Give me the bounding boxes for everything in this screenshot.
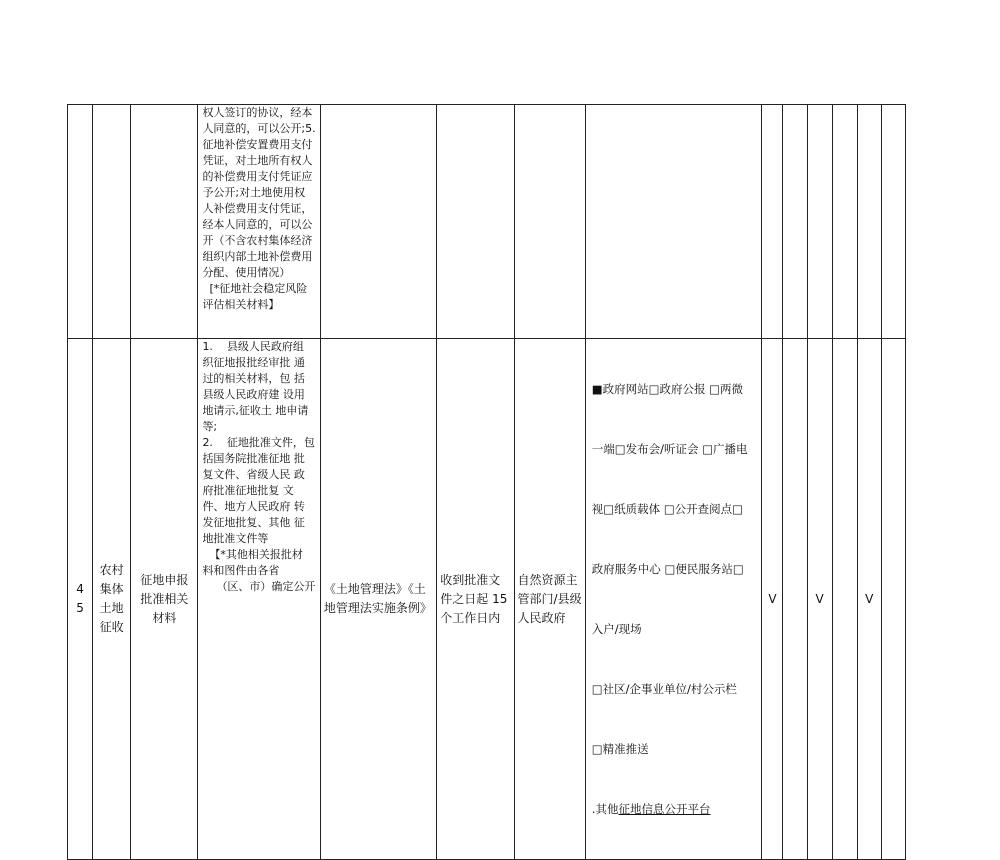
seq-cell: 4 5 bbox=[68, 339, 93, 860]
check-cell bbox=[807, 105, 832, 339]
check-cell bbox=[857, 105, 881, 339]
channel-line: □社区/企事业单位/村公示栏 bbox=[591, 682, 737, 696]
check-cell: V bbox=[762, 339, 783, 860]
channel-line: 政府服务中心 □便民服务站□ bbox=[591, 562, 744, 576]
check-cell bbox=[762, 105, 783, 339]
check-cell bbox=[832, 339, 857, 860]
content-cell: 权人签订的协议，经本人同意的，可以公开;5.征地补偿安置费用支付凭证，对土地所有权人的补偿费用支付凭证应予公开;对土地使用权人补偿费用支付凭证，经本人同意的，可以公开（不含农村集体经济组织内部土地补偿费用分配、使用情况） [*征地社会稳定风险评估相关材料】 bbox=[198, 105, 320, 339]
check-cell: V bbox=[857, 339, 881, 860]
disclosure-table bbox=[67, 104, 906, 860]
channels-cell bbox=[585, 339, 762, 860]
subject-cell: 自然资源主管部门/县级人民政府 bbox=[514, 339, 585, 860]
time-limit-cell: 收到批准文件之日起 15 个工作日内 bbox=[437, 339, 514, 860]
check-cell bbox=[881, 105, 905, 339]
item-cell bbox=[131, 105, 198, 339]
channel-line: 入户/现场 bbox=[591, 622, 642, 636]
basis-cell bbox=[320, 105, 436, 339]
table-row bbox=[68, 105, 906, 339]
time-limit-cell bbox=[437, 105, 514, 339]
check-cell bbox=[783, 105, 807, 339]
item-cell: 征地申报 批准相关 材料 bbox=[131, 339, 198, 860]
check-cell bbox=[783, 339, 807, 860]
channels-cell bbox=[585, 105, 762, 339]
channel-other-line bbox=[592, 799, 756, 819]
subject-cell bbox=[514, 105, 585, 339]
channel-line: ■政府网站□政府公报 □两微 bbox=[591, 382, 744, 396]
channel-line: 一端□发布会/听证会 □广播电 bbox=[591, 442, 748, 456]
channel-other-platform: 征地信息公开平台 bbox=[618, 802, 711, 816]
content-cell: 1. 县级人民政府组 织征地报批经审批 通过的相关材料，包 括县级人民政府建 设用地请示,征收土 地申请等; 2. 征地批准文件，包 括国务院批准征地 批复文件、省级人民 政府批准征地批复 文件、地方人民政府 转发征地批复、其他 征地批准文件等 【*其他相关报批材 料和图件由各省 （区、市）确定公开 bbox=[198, 339, 320, 860]
check-cell bbox=[881, 339, 905, 860]
channel-line: □精准推送 bbox=[591, 742, 649, 756]
channel-line: 视□纸质载体 □公开查阅点□ bbox=[591, 502, 744, 516]
check-cell bbox=[832, 105, 857, 339]
basis-cell: 《土地管理法》《土地管理法实施条例》 bbox=[320, 339, 436, 860]
table-row bbox=[68, 339, 906, 860]
seq-cell bbox=[68, 105, 93, 339]
category-cell: 农村 集体 土地 征收 bbox=[93, 339, 131, 860]
category-cell bbox=[93, 105, 131, 339]
channel-other-prefix: .其他 bbox=[591, 802, 619, 816]
check-cell: V bbox=[807, 339, 832, 860]
